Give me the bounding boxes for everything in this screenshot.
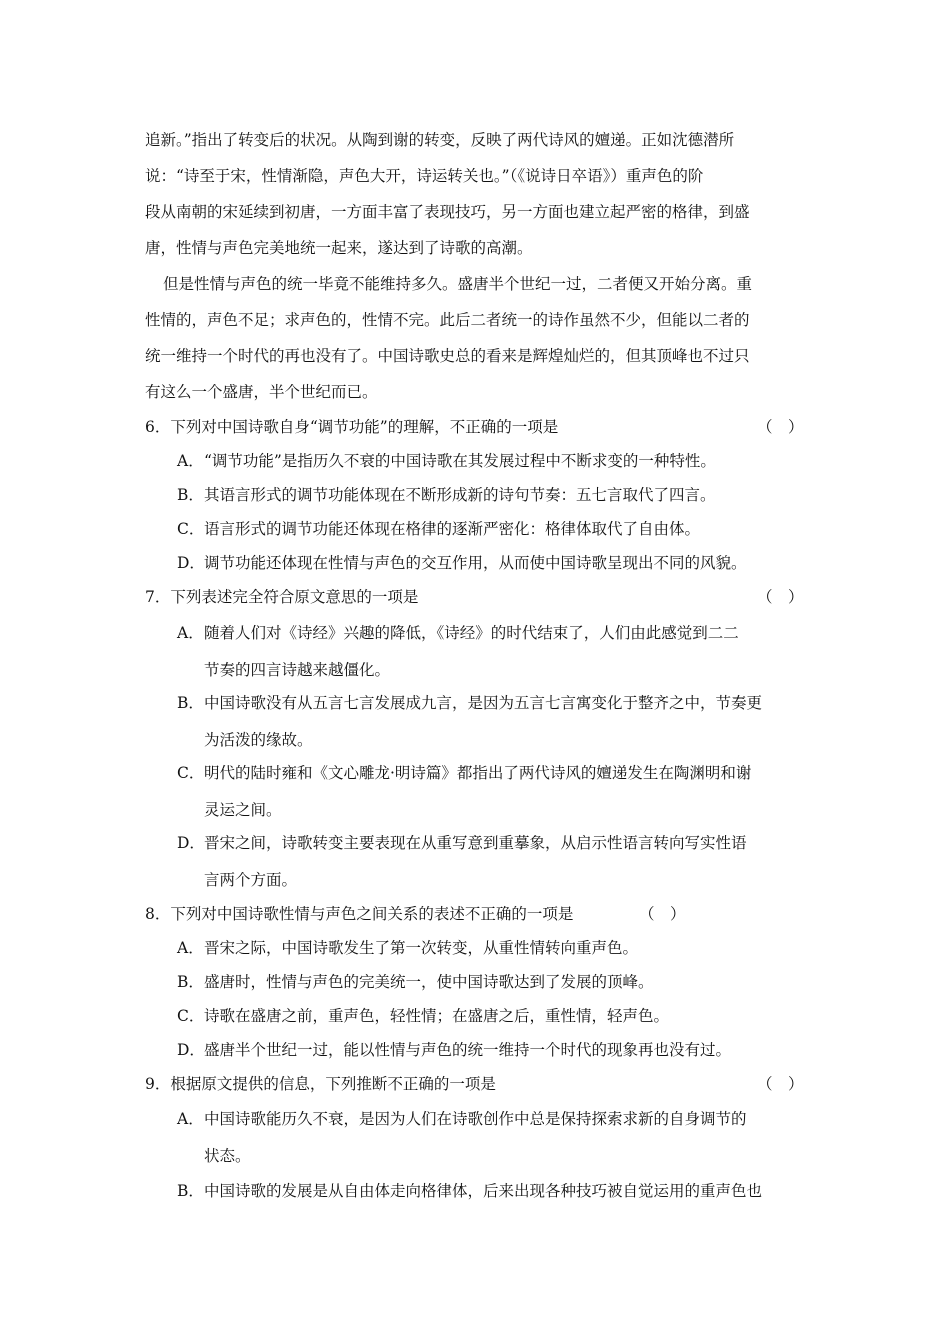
option-text: 中国诗歌没有从五言七言发展成九言，是因为五言七言寓变化于整齐之中，节奏更 xyxy=(204,694,763,712)
question-9-stem xyxy=(145,1067,805,1101)
question-6-option-c xyxy=(177,512,807,546)
option-text-continued: 为活泼的缘故。 xyxy=(204,731,313,749)
question-8-option-a xyxy=(177,931,807,965)
answer-parentheses: （ ） xyxy=(757,1075,804,1093)
option-letter: A． xyxy=(177,624,204,642)
option-letter: C． xyxy=(177,1007,205,1025)
question-number: 6． xyxy=(145,418,171,436)
option-letter: D． xyxy=(177,554,205,572)
option-text: 随着人们对《诗经》兴趣的降低，《诗经》的时代结束了，人们由此感觉到二二 xyxy=(204,624,739,642)
option-text-continued: 言两个方面。 xyxy=(204,871,298,889)
option-letter: C． xyxy=(177,764,205,782)
option-text-continued: 节奏的四言诗越来越僵化。 xyxy=(204,661,391,679)
option-letter: B． xyxy=(177,1182,204,1200)
option-text: “调节功能”是指历久不衰的中国诗歌在其发展过程中不断求变的一种特性。 xyxy=(204,452,716,470)
answer-parentheses: （ ） xyxy=(639,905,686,923)
passage-line: 说：“诗至于宋，性情渐隐，声色大开，诗运转关也。”（《说诗日卒语》）重声色的阶 xyxy=(145,167,704,185)
option-letter: A． xyxy=(177,452,204,470)
question-text: 下列对中国诗歌性情与声色之间关系的表述不正确的一项是 xyxy=(170,905,574,923)
option-text: 晋宋之间，诗歌转变主要表现在从重写意到重摹象，从启示性语言转向写实性语 xyxy=(204,834,747,852)
question-6-option-d xyxy=(177,546,807,580)
option-letter: B． xyxy=(177,486,204,504)
passage-line: 有这么一个盛唐，半个世纪而已。 xyxy=(145,383,378,401)
option-text: 诗歌在盛唐之前，重声色，轻性情；在盛唐之后，重性情，轻声色。 xyxy=(204,1007,670,1025)
option-text: 中国诗歌能历久不衰，是因为人们在诗歌创作中总是保持探索求新的自身调节的 xyxy=(204,1110,747,1128)
question-text: 下列对中国诗歌自身“调节功能”的理解，不正确的一项是 xyxy=(170,418,559,436)
option-letter: A． xyxy=(177,939,204,957)
question-8-option-b xyxy=(177,965,807,999)
question-8-option-c xyxy=(177,999,807,1033)
question-number: 7． xyxy=(145,588,171,606)
passage-line: 段从南朝的宋延续到初唐，一方面丰富了表现技巧，另一方面也建立起严密的格律，到盛 xyxy=(145,203,750,221)
passage-paragraph-2 xyxy=(145,266,805,410)
option-text: 明代的陆时雍和《文心雕龙·明诗篇》都指出了两代诗风的嬗递发生在陶渊明和谢 xyxy=(204,764,752,782)
option-letter: C． xyxy=(177,520,205,538)
question-7-option-b xyxy=(177,686,807,760)
option-text: 盛唐时，性情与声色的完美统一，使中国诗歌达到了发展的顶峰。 xyxy=(204,973,654,991)
option-letter: B． xyxy=(177,694,204,712)
question-7-option-c xyxy=(177,756,807,830)
question-8-option-d xyxy=(177,1033,807,1067)
question-6-option-b xyxy=(177,478,807,512)
option-letter: D． xyxy=(177,834,205,852)
option-letter: A． xyxy=(177,1110,204,1128)
passage-line: 唐，性情与声色完美地统一起来，遂达到了诗歌的高潮。 xyxy=(145,239,533,257)
passage-line: 统一维持一个时代的再也没有了。中国诗歌史总的看来是辉煌灿烂的，但其顶峰也不过只 xyxy=(145,347,750,365)
question-text: 根据原文提供的信息，下列推断不正确的一项是 xyxy=(170,1075,496,1093)
question-6-stem xyxy=(145,410,805,444)
question-number: 9． xyxy=(145,1075,171,1093)
question-7-option-a xyxy=(177,616,807,690)
question-9-option-b xyxy=(177,1174,807,1208)
question-9-option-a xyxy=(177,1102,807,1176)
question-6-option-a xyxy=(177,444,807,478)
option-letter: B． xyxy=(177,973,204,991)
question-7-stem xyxy=(145,580,805,614)
option-text: 其语言形式的调节功能体现在不断形成新的诗句节奏：五七言取代了四言。 xyxy=(204,486,716,504)
option-text: 调节功能还体现在性情与声色的交互作用，从而使中国诗歌呈现出不同的风貌。 xyxy=(204,554,747,572)
option-text: 晋宋之际，中国诗歌发生了第一次转变，从重性情转向重声色。 xyxy=(204,939,639,957)
option-text-continued: 状态。 xyxy=(204,1147,251,1165)
question-number: 8． xyxy=(145,905,171,923)
option-text: 中国诗歌的发展是从自由体走向格律体，后来出现各种技巧被自觉运用的重声色也 xyxy=(204,1182,763,1200)
passage-paragraph-1 xyxy=(145,122,805,266)
answer-parentheses: （ ） xyxy=(757,418,804,436)
option-letter: D． xyxy=(177,1041,205,1059)
passage-line: 追新。”指出了转变后的状况。从陶到谢的转变，反映了两代诗风的嬗递。正如沈德潜所 xyxy=(145,131,735,149)
option-text-continued: 灵运之间。 xyxy=(204,801,282,819)
question-text: 下列表述完全符合原文意思的一项是 xyxy=(170,588,419,606)
passage-line: 但是性情与声色的统一毕竟不能维持多久。盛唐半个世纪一过，二者便又开始分离。重 xyxy=(163,275,753,293)
question-7-option-d xyxy=(177,826,807,900)
option-text: 语言形式的调节功能还体现在格律的逐渐严密化：格律体取代了自由体。 xyxy=(204,520,701,538)
passage-line: 性情的，声色不足；求声色的，性情不完。此后二者统一的诗作虽然不少，但能以二者的 xyxy=(145,311,750,329)
option-text: 盛唐半个世纪一过，能以性情与声色的统一维持一个时代的现象再也没有过。 xyxy=(204,1041,732,1059)
answer-parentheses: （ ） xyxy=(757,588,804,606)
question-8-stem xyxy=(145,897,805,931)
